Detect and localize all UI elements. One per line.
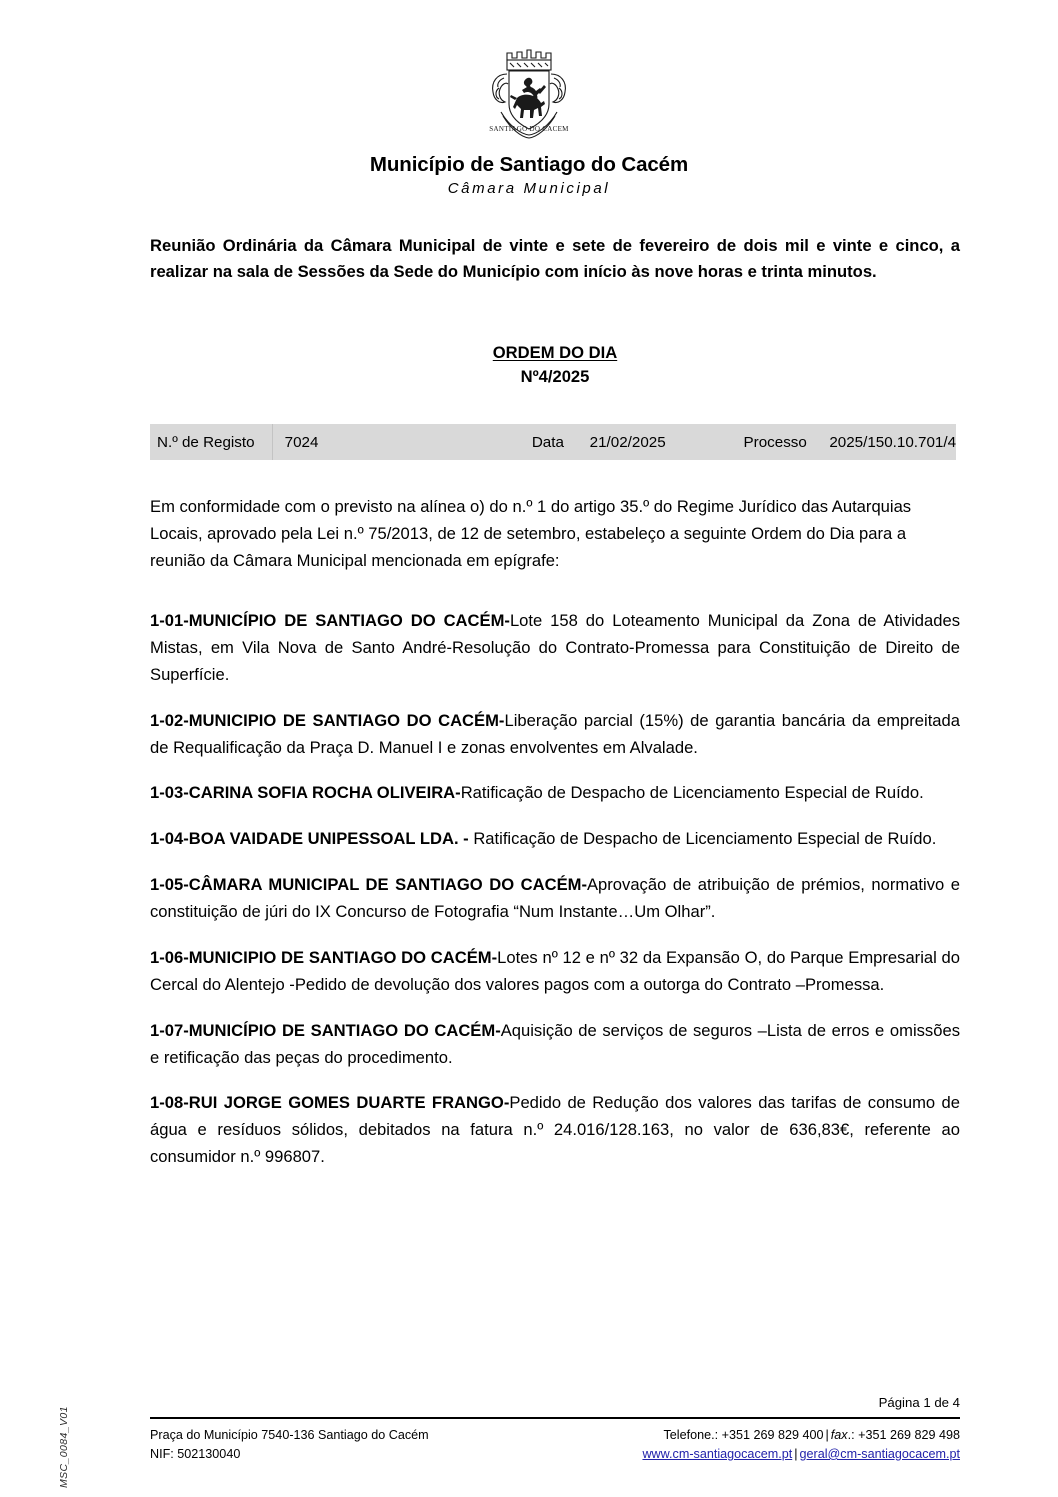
footer-phone-separator: | [825, 1428, 829, 1442]
agenda-item-heading: 1-06-MUNICIPIO DE SANTIAGO DO CACÉM- [150, 947, 498, 967]
agenda-item-body: Lotes nº 12 e nº 32 da Expansão O, do Parque Empresarial do Cercal do Alentejo -Pedido de devolução dos valores pagos com a outorga do Contrato –Promessa. [150, 947, 960, 994]
org-subtitle: Câmara Municipal [447, 180, 611, 197]
agenda-item [150, 708, 960, 762]
document-side-code: MSC_0084_V01 [58, 1406, 70, 1488]
agenda-item [150, 872, 960, 926]
org-title: Município de Santiago do Cacém [369, 153, 689, 176]
agenda-item-heading: 1-07-MUNICÍPIO DE SANTIAGO DO CACÉM- [150, 1020, 501, 1040]
agenda-item [150, 780, 960, 807]
footer-divider [150, 1417, 960, 1419]
registry-bar [150, 424, 956, 460]
footer-fax-value: .: +351 269 829 498 [847, 1428, 960, 1442]
intro-paragraph: Em conformidade com o previsto na alínea o) do n.º 1 do artigo 35.º do Regime Jurídico das Autarquias Locais, aprovado pela Lei n.º 75/2013, de 12 de setembro, estabeleço a seguinte Ordem do Dia para a reunião da Câmara Municipal mencionada em epígrafe: [150, 497, 912, 570]
registry-label-processo: Processo [743, 433, 807, 451]
footer-phone: Telefone.: +351 269 829 400 [663, 1428, 824, 1442]
registry-value-data: 21/02/2025 [589, 433, 666, 451]
agenda-item-body: Lote 158 do Loteamento Municipal da Zona de Atividades Mistas, em Vila Nova de Santo André-Resolução do Contrato-Promessa para Constituição de Direito de Superfície. [150, 611, 960, 684]
footer-phone-line [642, 1426, 960, 1445]
agenda-item [150, 1018, 960, 1072]
agenda-item [150, 945, 960, 999]
agenda-item-body: Liberação parcial (15%) de garantia bancária da empreitada de Requalificação da Praça D. Manuel I e zonas envolventes em Alvalade. [150, 710, 960, 757]
agenda-item-body: Pedido de Redução dos valores das tarifas de consumo de água e resíduos sólidos, debitados na fatura n.º 24.016/128.163, no valor de 636,83€, referente ao consumidor n.º 996807. [150, 1093, 960, 1167]
agenda-item-heading: 1-08-RUI JORGE GOMES DUARTE FRANGO- [150, 1093, 510, 1113]
svg-text:SANTIAGO DO CACEM: SANTIAGO DO CACEM [489, 125, 569, 133]
footer-contact-block [642, 1426, 960, 1464]
agenda-item [150, 826, 960, 853]
agenda-item-list [150, 608, 960, 1171]
registry-label-registo: N.º de Registo [157, 433, 255, 451]
footer-links-line [642, 1445, 960, 1464]
ordem-do-dia-number: Nº4/2025 [520, 366, 590, 386]
crest-container [0, 44, 1058, 148]
footer-links-separator: | [794, 1446, 798, 1461]
meeting-lead-paragraph: Reunião Ordinária da Câmara Municipal de vinte e sete de fevereiro de dois mil e vinte e cinco, a realizar na sala de Sessões da Sede do Município com início às nove horas e trinta minutos. [150, 236, 960, 281]
agenda-item-heading: 1-05-CÂMARA MUNICIPAL DE SANTIAGO DO CACÉM- [150, 875, 587, 895]
agenda-item-body: Aprovação de atribuição de prémios, normativo e constituição de júri do IX Concurso de Fotografia “Num Instante…Um Olhar”. [150, 875, 960, 921]
agenda-item-heading: 1-01-MUNICÍPIO DE SANTIAGO DO CACÉM- [150, 611, 510, 630]
registry-value-registo: 7024 [284, 433, 319, 451]
footer [150, 1426, 960, 1464]
footer-website-link[interactable]: www.cm-santiagocacem.pt [642, 1446, 793, 1461]
agenda-item-body: Ratificação de Despacho de Licenciamento Especial de Ruído. [460, 783, 924, 803]
footer-email-link[interactable]: geral@cm-santiagocacem.pt [799, 1446, 960, 1461]
registry-label-data: Data [531, 433, 564, 451]
page-number: Página 1 de 4 [878, 1395, 960, 1410]
agenda-item-body: Ratificação de Despacho de Licenciamento Especial de Ruído. [473, 829, 937, 849]
ordem-do-dia-title-block [150, 341, 960, 388]
agenda-item-heading: 1-03-CARINA SOFIA ROCHA OLIVEIRA- [150, 783, 461, 803]
footer-nif: NIF: 502130040 [150, 1446, 241, 1461]
ordem-do-dia-title: ORDEM DO DIA [492, 343, 618, 362]
footer-fax-label: fax [830, 1428, 848, 1442]
coat-of-arms-icon [481, 44, 577, 148]
agenda-item [150, 608, 960, 689]
footer-address-block [150, 1426, 429, 1464]
footer-address-line1: Praça do Município 7540-136 Santiago do Cacém [150, 1428, 429, 1442]
agenda-item-heading: 1-04-BOA VAIDADE UNIPESSOAL LDA. - [150, 829, 474, 849]
agenda-item-body: Aquisição de serviços de seguros –Lista de erros e omissões e retificação das peças do procedimento. [150, 1020, 960, 1067]
agenda-item [150, 1090, 960, 1171]
agenda-item-heading: 1-02-MUNICIPIO DE SANTIAGO DO CACÉM- [150, 710, 505, 730]
registry-value-processo: 2025/150.10.701/4 [829, 433, 957, 451]
